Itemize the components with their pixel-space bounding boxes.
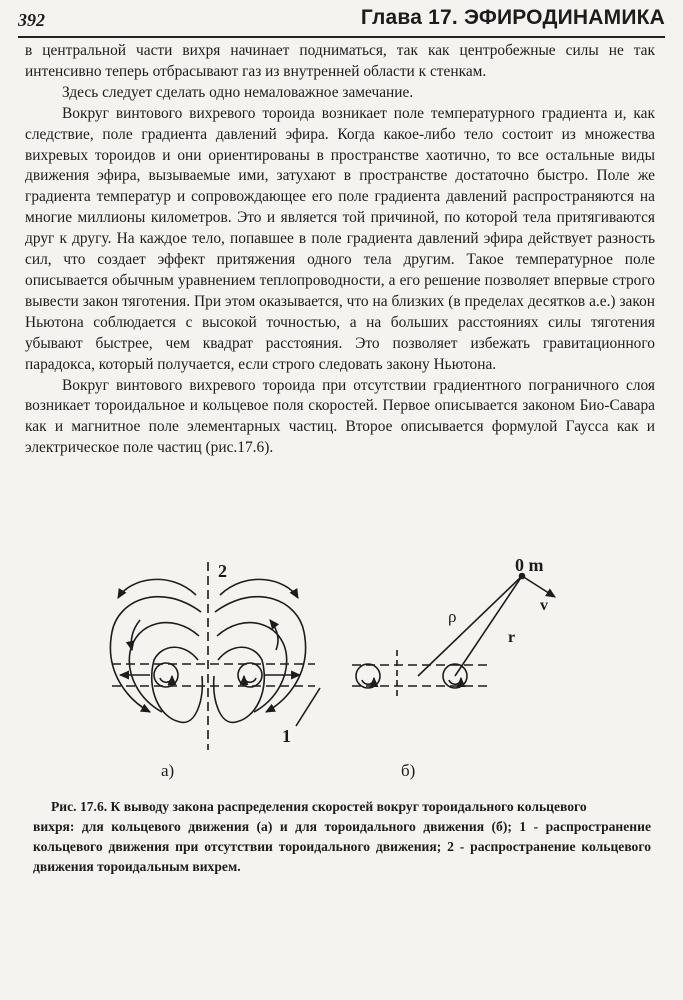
label-a: а) (161, 761, 175, 780)
r-line (455, 576, 522, 676)
page-header (18, 6, 665, 38)
paragraph: Вокруг винтового вихревого тороида при отсутствии градиентного пограничного слоя возникает тороидальное и кольцевое поля скоростей. Первое описывается законом Био-Савара как и магнитное поле элементарных частиц. Второе описывается формулой Гаусса как и электрическое поле частиц (рис.17.6). (25, 376, 655, 457)
diagram-a (110, 562, 320, 750)
label-0m: 0 m (515, 555, 544, 575)
diagram-b (352, 574, 555, 701)
label-rho: ρ (448, 607, 457, 626)
velocity-vector (522, 576, 555, 597)
paragraph: Вокруг винтового вихревого тороида возникает поле температурного градиента и, как следствие, поле градиента давлений эфира. Когда какое-либо тело состоит из множества вихревых тороидов и они ориентированы в пространстве хаотично, то все остальные виды движения эфира, вызываемые ими, затухают в пространстве достаточно быстро. Поле же градиента температур и сопровождающее его поле градиента давлений распространяются на многие миллионы километров. Это и является той причиной, по которой тела притягиваются друг к другу. На каждое тело, попавшее в поле градиента давлений эфира действует разность сил, что создает эффект притяжения одного тела другим. Такое температурное поле описывается обычным уравнением теплопроводности, а его решение позволяет впервые строго вывести закон тяготения. При этом оказывается, что на близких (в пределах десятков а.е.) закон Ньютона соблюдается с высокой точностью, а на больших расстояниях силы тяготения убывают быстрее, чем квадрат расстояния. Это позволяет избежать гравитационного парадокса, который получается, если строго следовать закону Ньютона. (25, 104, 655, 373)
chapter-title: Глава 17. ЭФИРОДИНАМИКА (360, 6, 665, 29)
figure-17-6 (100, 548, 580, 788)
label-b: б) (401, 761, 416, 780)
leader-line (296, 688, 320, 726)
caption-line: Рис. 17.6. К выводу закона распределения скоростей вокруг тороидального кольцевого (51, 799, 587, 814)
page-number: 392 (18, 10, 45, 30)
label-v: v (540, 597, 548, 614)
paragraph: в центральной части вихря начинает подниматься, так как центробежные силы не так интенсивно теперь отбрасывают газ из внутренней области к стенкам. (25, 42, 655, 80)
label-2: 2 (218, 561, 227, 581)
paragraph: Здесь следует сделать одно немаловажное замечание. (62, 83, 414, 101)
label-1: 1 (282, 726, 291, 746)
rho-line (418, 576, 522, 676)
body-text (25, 41, 655, 459)
figure-caption (33, 797, 651, 877)
caption-text: вихря: для кольцевого движения (а) и для тороидального движения (б); 1 - распространение кольцевого движения при отсутствии тороидального движения; 2 - распространение кольцевого движения тороидальным вихрем. (33, 819, 651, 874)
label-r: r (508, 629, 516, 646)
